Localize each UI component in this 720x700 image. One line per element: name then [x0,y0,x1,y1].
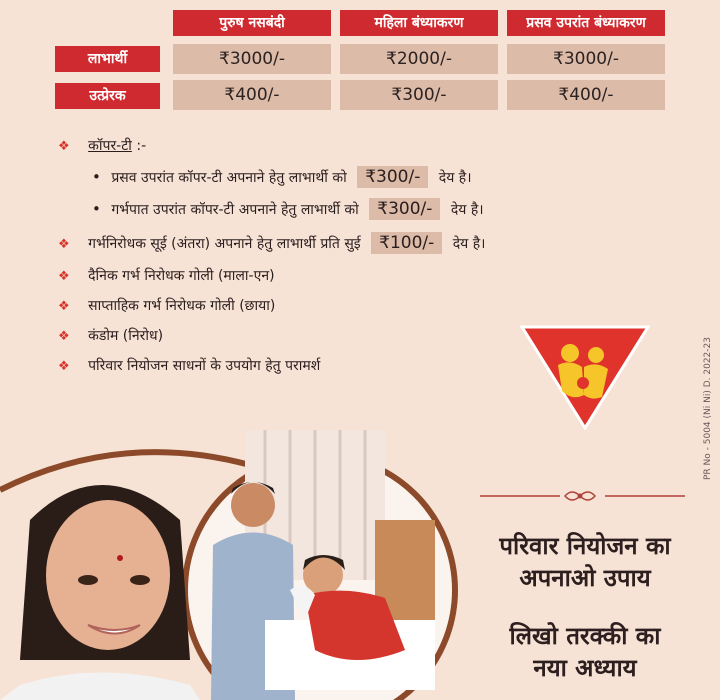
list-item-condom [58,326,163,345]
header-female-sterilization: महिला बंध्याकरण [340,10,498,36]
list-item-injection [58,232,485,254]
header-postpartum-sterilization: प्रसव उपरांत बंध्याकरण [507,10,665,36]
list-item-copper-t [58,136,146,155]
couple-photo [195,420,455,700]
cell-beneficiary-postpartum: ₹3000/- [507,44,665,74]
ornament-divider-icon [480,486,685,506]
copper-t-suffix: :- [136,138,147,154]
row-label-motivator: उत्प्रेरक [55,83,160,109]
diamond-bullet-icon: ❖ [58,237,70,252]
woman-portrait [0,460,200,700]
cell-motivator-female: ₹300/- [340,80,498,110]
dot-bullet-icon: • [92,200,101,218]
sub1-amount: ₹300/- [357,166,428,188]
sub-item-postabortion-copper-t [92,198,484,220]
item2-end: देय है। [452,236,486,252]
cell-motivator-male: ₹400/- [173,80,331,110]
sub2-amount: ₹300/- [369,198,440,220]
cell-beneficiary-male: ₹3000/- [173,44,331,74]
sub1-text: प्रसव उपरांत कॉपर-टी अपनाने हेतु लाभार्थी को [111,170,347,186]
slogan-part-1 [470,530,700,594]
slogan-part-2 [470,620,700,684]
item4-text: साप्ताहिक गर्भ निरोधक गोली (छाया) [88,298,276,314]
row-label-beneficiary: लाभार्थी [55,46,160,72]
item2-amount: ₹100/- [371,232,442,254]
slogan-line-3: लिखो तरक्की का [509,621,661,650]
sub2-end: देय है। [450,202,484,218]
diamond-bullet-icon: ❖ [58,139,70,154]
cell-motivator-postpartum: ₹400/- [507,80,665,110]
item6-text: परिवार नियोजन साधनों के उपयोग हेतु परामर्श [88,358,321,374]
slogan-line-1: परिवार नियोजन का [499,531,671,560]
sub1-end: देय है। [438,170,472,186]
diamond-bullet-icon: ❖ [58,359,70,374]
header-male-sterilization: पुरुष नसबंदी [173,10,331,36]
diamond-bullet-icon: ❖ [58,269,70,284]
item2-text: गर्भनिरोधक सूई (अंतरा) अपनाने हेतु लाभार्थी प्रति सुई [88,236,361,252]
list-item-weekly-pill [58,296,275,315]
item5-text: कंडोम (निरोध) [88,328,164,344]
list-item-daily-pill [58,266,275,285]
family-planning-logo-icon [520,325,650,430]
diamond-bullet-icon: ❖ [58,329,70,344]
item3-text: दैनिक गर्भ निरोधक गोली (माला-एन) [88,268,275,284]
list-item-counselling [58,356,320,375]
slogan-line-2: अपनाओ उपाय [519,563,651,592]
dot-bullet-icon: • [92,168,101,186]
sub2-text: गर्भपात उपरांत कॉपर-टी अपनाने हेतु लाभार्थी को [111,202,359,218]
cell-beneficiary-female: ₹2000/- [340,44,498,74]
sub-item-postpartum-copper-t [92,166,472,188]
diamond-bullet-icon: ❖ [58,299,70,314]
copper-t-title: कॉपर-टी [88,138,132,154]
pr-number: PR No - 5004 (Ni Ni) D. 2022-23 [703,337,713,480]
slogan-line-4: नया अध्याय [533,653,637,682]
